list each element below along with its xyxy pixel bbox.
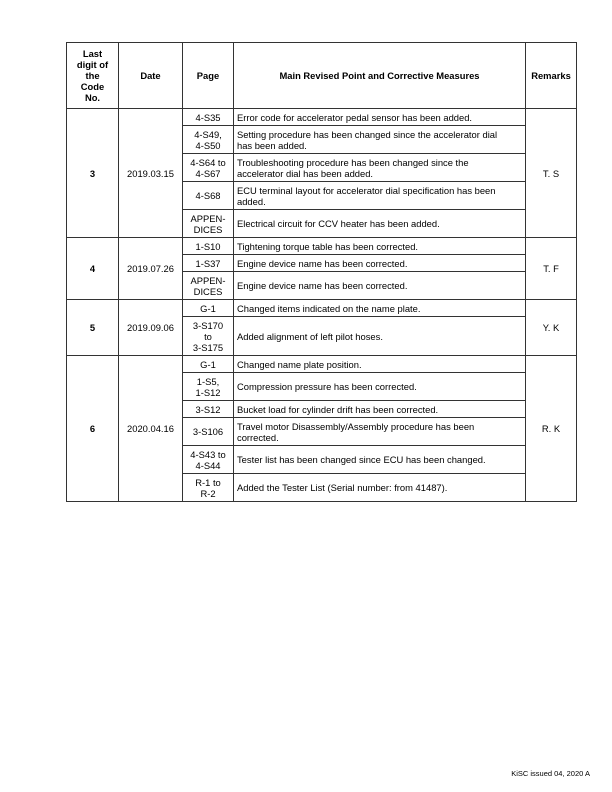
revision-description-cell bbox=[234, 300, 526, 317]
header-code-line: Code bbox=[80, 81, 105, 92]
description-line: Travel motor Disassembly/Assembly procedure has been bbox=[237, 420, 475, 432]
header-code-line: digit of bbox=[76, 59, 109, 70]
page-cell bbox=[183, 154, 234, 182]
revision-description-cell bbox=[234, 238, 526, 255]
table-row bbox=[67, 238, 577, 255]
description-line: Tester list has been changed since ECU has been changed. bbox=[237, 454, 486, 465]
page-line: 4-S67 bbox=[195, 167, 221, 179]
page-cell bbox=[183, 210, 234, 238]
page-line: G-1 bbox=[200, 302, 216, 314]
description-line: Error code for accelerator pedal sensor has been added. bbox=[237, 111, 473, 123]
page-cell bbox=[183, 317, 234, 356]
remarks-cell: Y. K bbox=[526, 300, 577, 356]
revision-description-cell bbox=[234, 446, 526, 474]
description-line: Changed items indicated on the name plate. bbox=[237, 302, 421, 314]
revision-description-cell bbox=[234, 373, 526, 401]
description-line: Added the Tester List (Serial number: from 41487). bbox=[237, 482, 448, 493]
description-line: Setting procedure has been changed since the accelerator dial bbox=[237, 128, 498, 140]
page-line: DICES bbox=[193, 285, 223, 297]
header-code-line: the bbox=[85, 70, 100, 81]
page-cell bbox=[183, 109, 234, 126]
page-line: 3-S175 bbox=[192, 341, 224, 353]
page-line: 3-S106 bbox=[192, 426, 224, 437]
table-row bbox=[67, 356, 577, 373]
page-cell bbox=[183, 255, 234, 272]
date-cell: 2019.09.06 bbox=[119, 300, 183, 356]
page-line: G-1 bbox=[200, 358, 216, 370]
page-line: 1-S12 bbox=[195, 386, 221, 398]
revision-description-cell bbox=[234, 317, 526, 356]
page-line: 1-S5, bbox=[196, 375, 220, 387]
revision-description-cell bbox=[234, 109, 526, 126]
header-code-line: Last bbox=[82, 48, 103, 59]
revision-description-cell bbox=[234, 154, 526, 182]
revision-description-cell bbox=[234, 418, 526, 446]
page-cell bbox=[183, 446, 234, 474]
header-code-line: No. bbox=[84, 92, 101, 103]
description-line: Bucket load for cylinder drift has been corrected. bbox=[237, 403, 439, 415]
description-line: Engine device name has been corrected. bbox=[237, 257, 408, 269]
description-line: Electrical circuit for CCV heater has been added. bbox=[237, 218, 440, 229]
remarks-cell: T. F bbox=[526, 238, 577, 300]
header-page: Page bbox=[183, 43, 234, 109]
date-cell: 2019.07.26 bbox=[119, 238, 183, 300]
table-row bbox=[67, 300, 577, 317]
description-line: Tightening torque table has been corrected. bbox=[237, 240, 419, 252]
header-code bbox=[67, 43, 119, 109]
revision-description-cell bbox=[234, 474, 526, 502]
remarks-cell: T. S bbox=[526, 109, 577, 238]
code-digit-cell: 5 bbox=[67, 300, 119, 356]
page-cell bbox=[183, 272, 234, 300]
code-digit-cell: 3 bbox=[67, 109, 119, 238]
page-cell bbox=[183, 373, 234, 401]
description-line: has been added. bbox=[237, 139, 307, 151]
page-line: 4-S44 bbox=[195, 459, 221, 471]
page-cell bbox=[183, 300, 234, 317]
description-line: accelerator dial has been added. bbox=[237, 167, 374, 179]
revision-description-cell bbox=[234, 272, 526, 300]
page-cell bbox=[183, 126, 234, 154]
description-line: corrected. bbox=[237, 431, 279, 443]
page-line: 3-S12 bbox=[195, 403, 221, 415]
revision-description-cell bbox=[234, 255, 526, 272]
page-line: 4-S68 bbox=[195, 190, 221, 201]
description-line: Changed name plate position. bbox=[237, 358, 362, 370]
page-line: 4-S50 bbox=[195, 139, 221, 151]
description-line: Engine device name has been corrected. bbox=[237, 280, 408, 291]
header-remarks: Remarks bbox=[526, 43, 577, 109]
revision-table bbox=[66, 42, 577, 502]
page-cell bbox=[183, 238, 234, 255]
remarks-cell: R. K bbox=[526, 356, 577, 502]
code-digit-cell: 4 bbox=[67, 238, 119, 300]
page-line: to bbox=[204, 330, 212, 342]
header-main: Main Revised Point and Corrective Measures bbox=[234, 43, 526, 109]
revision-description-cell bbox=[234, 401, 526, 418]
page-line: 4-S35 bbox=[195, 111, 221, 123]
page-line: R-1 to bbox=[195, 476, 221, 488]
page-line: 3-S170 bbox=[192, 319, 224, 331]
code-digit-cell: 6 bbox=[67, 356, 119, 502]
page-line: 1-S37 bbox=[195, 257, 221, 269]
page-cell bbox=[183, 182, 234, 210]
page-line: APPEN- bbox=[190, 274, 226, 286]
page-line: APPEN- bbox=[190, 212, 226, 224]
table-row bbox=[67, 109, 577, 126]
footer-issue-note: KiSC issued 04, 2020 A bbox=[511, 769, 590, 778]
page-line: 4-S49, bbox=[194, 128, 222, 140]
date-cell: 2020.04.16 bbox=[119, 356, 183, 502]
header-row bbox=[67, 43, 577, 109]
description-line: ECU terminal layout for accelerator dial specification has been bbox=[237, 184, 496, 196]
page-line: 4-S64 to bbox=[190, 156, 226, 168]
page-cell bbox=[183, 356, 234, 373]
page-cell bbox=[183, 474, 234, 502]
page-line: R-2 bbox=[200, 487, 216, 499]
revision-description-cell bbox=[234, 356, 526, 373]
revision-description-cell bbox=[234, 182, 526, 210]
header-date: Date bbox=[119, 43, 183, 109]
page-line: 4-S43 to bbox=[190, 448, 226, 460]
date-cell: 2019.03.15 bbox=[119, 109, 183, 238]
revision-description-cell bbox=[234, 126, 526, 154]
page-cell bbox=[183, 401, 234, 418]
description-line: Compression pressure has been corrected. bbox=[237, 381, 417, 392]
page-line: 1-S10 bbox=[195, 240, 221, 252]
description-line: added. bbox=[237, 195, 266, 207]
revision-description-cell bbox=[234, 210, 526, 238]
description-line: Troubleshooting procedure has been changed since the bbox=[237, 156, 469, 168]
description-line: Added alignment of left pilot hoses. bbox=[237, 330, 383, 342]
page-line: DICES bbox=[193, 223, 223, 235]
page-cell bbox=[183, 418, 234, 446]
